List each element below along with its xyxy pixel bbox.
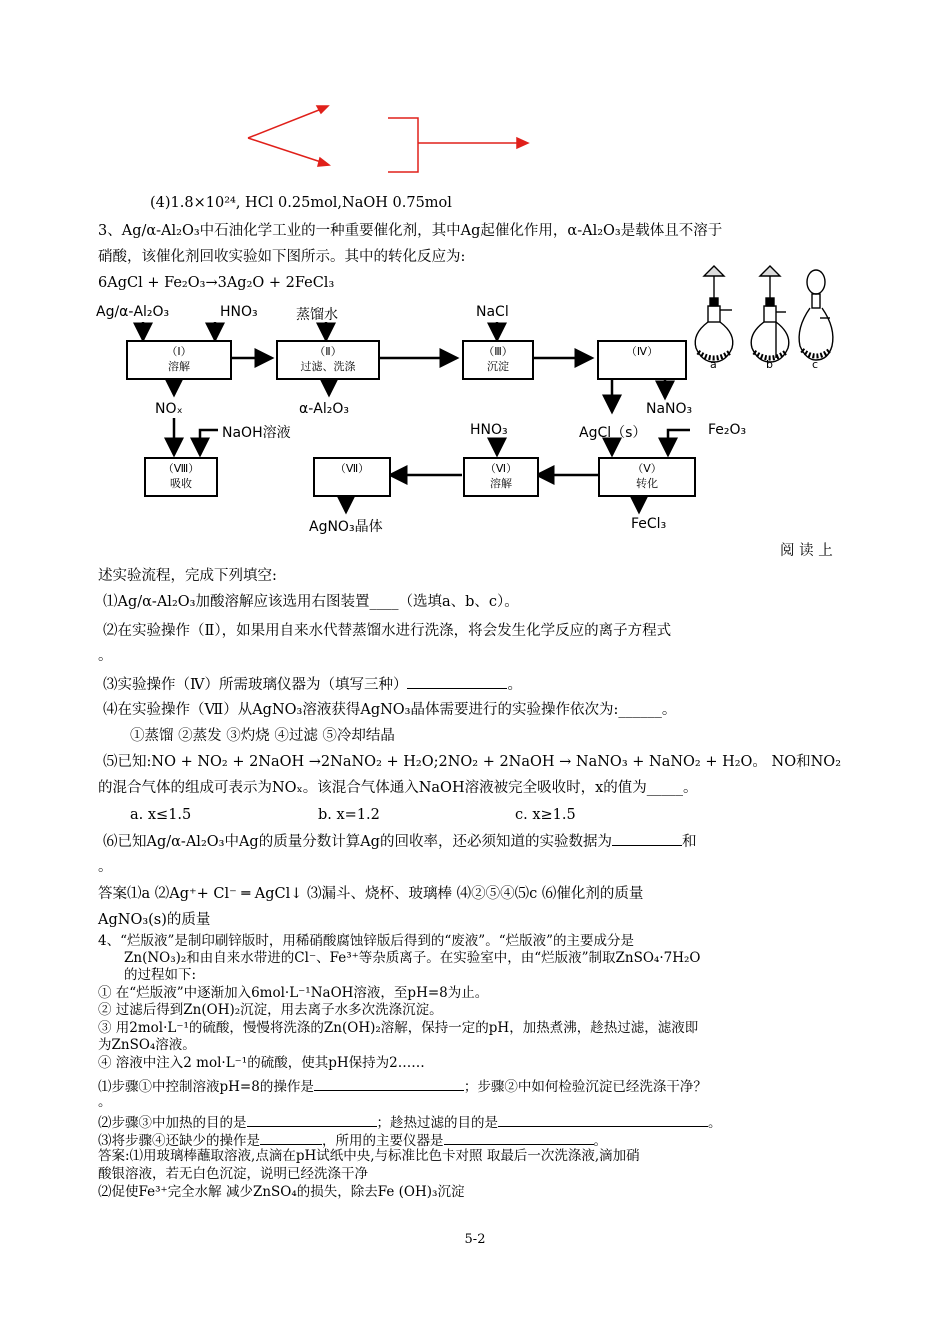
flow-box-4-num: （Ⅳ） bbox=[625, 345, 659, 358]
flow-out-agno3: AgNO₃晶体 bbox=[309, 519, 383, 535]
flow-box-2-name: 过滤、洗涤 bbox=[300, 360, 356, 373]
q4-answer-line1: 答案:⑴用玻璃棒蘸取溶液,点滴在pH试纸中央,与标准比色卡对照 取最后一次洗涤液,滴加硝 bbox=[98, 1148, 640, 1164]
flow-box-7-num: （Ⅶ） bbox=[334, 462, 370, 475]
q3-intro-line1: 3、Ag/α-Al₂O₃中石油化学工业的一种重要催化剂，其中Ag起催化作用，α-Al₂O₃是载体且不溶于 bbox=[98, 223, 723, 239]
q4-blank-2b[interactable] bbox=[498, 1112, 708, 1127]
flow-box-2-num: （Ⅱ） bbox=[314, 345, 342, 358]
q3-question-5-opt-b: b. x=1.2 bbox=[318, 807, 380, 823]
q3-question-3 bbox=[103, 674, 863, 695]
q3-question-2: ⑵在实验操作（Ⅱ），如果用自来水代替蒸馏水进行洗涤，将会发生化学反应的离子方程式 bbox=[103, 623, 672, 639]
flow-box-2 bbox=[276, 340, 380, 380]
q4-question-3-part2: ，所用的主要仪器是 bbox=[322, 1133, 444, 1149]
flow-box-5-name: 转化 bbox=[636, 477, 658, 490]
q4-intro-line1: 4、“烂版液”是制印刷锌版时，用稀硝酸腐蚀锌版后得到的“废液”。“烂版液”的主要成分是 bbox=[98, 933, 634, 949]
q3-question-5-opt-c: c. x≥1.5 bbox=[515, 807, 576, 823]
page-number: 5-2 bbox=[464, 1232, 486, 1247]
flow-box-3 bbox=[462, 340, 534, 380]
flow-box-7 bbox=[313, 457, 391, 497]
q4-answer-line2: 酸银溶液，若无白色沉淀，说明已经洗涤干净 bbox=[98, 1166, 368, 1182]
q4-question-3-text: ⑶将步骤④还缺少的操作是 bbox=[98, 1133, 260, 1149]
q4-blank-3a[interactable] bbox=[260, 1130, 322, 1145]
flow-out-al2o3: α-Al₂O₃ bbox=[299, 401, 349, 417]
q4-blank-1[interactable] bbox=[314, 1076, 464, 1091]
flow-box-6-num: （Ⅵ） bbox=[484, 462, 518, 475]
q4-step-1: ① 在“烂版液”中逐渐加入6mol·L⁻¹NaOH溶液，至pH=8为止。 bbox=[98, 985, 489, 1001]
q3-question-4-options: ①蒸馏 ②蒸发 ③灼烧 ④过滤 ⑤冷却结晶 bbox=[130, 728, 395, 744]
flow-in-naoh: NaOH溶液 bbox=[222, 425, 291, 441]
flow-agcl: AgCl（s） bbox=[579, 425, 647, 441]
flow-box-6-name: 溶解 bbox=[490, 477, 512, 490]
flow-input-nacl: NaCl bbox=[476, 304, 509, 320]
q3-question-6-end: 。 bbox=[98, 859, 113, 875]
flow-out-fecl3: FeCl₃ bbox=[631, 516, 667, 532]
q3-question-3-text: ⑶实验操作（Ⅳ）所需玻璃仪器为（填写三种） bbox=[103, 677, 408, 693]
q4-step-2: ② 过滤后得到Zn(OH)₂沉淀，用去离子水多次洗涤沉淀。 bbox=[98, 1002, 443, 1018]
q3-blank-3[interactable] bbox=[407, 674, 507, 689]
q4-question-2-text: ⑵步骤③中加热的目的是 bbox=[98, 1115, 247, 1131]
q4-question-2-part2: ；趁热过滤的目的是 bbox=[376, 1115, 498, 1131]
q3-question-5-line1: ⑸已知:NO + NO₂ + 2NaOH →2NaNO₂ + H₂O;2NO₂ + 2NaOH → NaNO₃ + NaNO₂ + H₂O。 NO和NO₂ bbox=[103, 754, 842, 770]
q3-intro-line2: 硝酸，该催化剂回收实验如下图所示。其中的转化反应为: bbox=[98, 249, 466, 265]
flow-box-1-num: （Ⅰ） bbox=[166, 345, 192, 358]
flow-in-hno3-2: HNO₃ bbox=[470, 422, 508, 438]
flow-input-catalyst: Ag/α-Al₂O₃ bbox=[96, 304, 170, 320]
flow-box-5-num: （Ⅴ） bbox=[632, 462, 662, 475]
q4-step-3-line1: ③ 用2mol·L⁻¹的硫酸，慢慢将洗涤的Zn(OH)₂溶解，保持一定的pH，加热煮沸，趁热过滤，滤液即 bbox=[98, 1020, 699, 1036]
q3-question-3-end: 。 bbox=[507, 677, 522, 693]
q3-answer-line2: AgNO₃(s)的质量 bbox=[98, 912, 211, 928]
q3-question-6-text: ⑹已知Ag/α-Al₂O₃中Ag的质量分数计算Ag的回收率，还必须知道的实验数据为 bbox=[103, 834, 612, 850]
flow-box-1 bbox=[126, 340, 232, 380]
read-right: 阅 读 上 bbox=[780, 543, 833, 559]
q4-step-3-line2: 为ZnSO₄溶液。 bbox=[98, 1037, 196, 1053]
q4-question-2-end: 。 bbox=[708, 1115, 722, 1131]
q4-blank-3b[interactable] bbox=[444, 1130, 594, 1145]
apparatus-label-a: a bbox=[710, 358, 717, 371]
flow-box-8-num: （Ⅷ） bbox=[162, 462, 200, 475]
q4-step-4: ④ 溶液中注入2 mol·L⁻¹的硫酸，使其pH保持为2…… bbox=[98, 1055, 425, 1071]
q3-blank-6[interactable] bbox=[612, 831, 682, 846]
q4-question-3 bbox=[98, 1130, 858, 1150]
q4-blank-2a[interactable] bbox=[247, 1112, 377, 1127]
flow-box-1-name: 溶解 bbox=[168, 360, 190, 373]
flow-input-hno3: HNO₃ bbox=[220, 304, 258, 320]
q4-question-1 bbox=[98, 1076, 858, 1096]
flow-input-water: 蒸馏水 bbox=[296, 307, 338, 323]
q4-intro-line2: Zn(NO₃)₂和由自来水带进的Cl⁻、Fe³⁺等杂质离子。在实验室中，由“烂版液”制取ZnSO₄·7H₂O bbox=[124, 950, 701, 966]
flow-box-4 bbox=[597, 340, 687, 380]
q4-question-1-text: ⑴步骤①中控制溶液pH=8的操作是 bbox=[98, 1079, 314, 1095]
flow-in-fe2o3: Fe₂O₃ bbox=[708, 422, 747, 438]
q3-question-1: ⑴Ag/α-Al₂O₃加酸溶解应该选用右图装置____（选填a、b、c）。 bbox=[103, 594, 519, 610]
q3-question-4: ⑷在实验操作（Ⅶ）从AgNO₃溶液获得AgNO₃晶体需要进行的实验操作依次为:______。 bbox=[103, 702, 677, 718]
prev-answer-4: (4)1.8×10²⁴, HCl 0.25mol,NaOH 0.75mol bbox=[150, 195, 452, 211]
flow-box-3-name: 沉淀 bbox=[487, 360, 509, 373]
q4-question-1-part2: ；步骤②中如何检验沉淀已经洗涤干净？ bbox=[463, 1079, 707, 1095]
q3-question-6-and: 和 bbox=[681, 834, 697, 850]
q3-question-6 bbox=[103, 831, 863, 852]
q4-question-3-end: 。 bbox=[593, 1133, 607, 1149]
q4-question-1-end: 。 bbox=[98, 1094, 112, 1110]
q3-reaction: 6AgCl + Fe₂O₃→3Ag₂O + 2FeCl₃ bbox=[98, 275, 335, 291]
flow-box-6 bbox=[463, 457, 539, 497]
q3-question-2-end: 。 bbox=[98, 648, 113, 664]
apparatus-label-b: b bbox=[766, 358, 773, 371]
q4-answer-line3: ⑵促使Fe³⁺完全水解 减少ZnSO₄的损失，除去Fe (OH)₃沉淀 bbox=[98, 1184, 465, 1200]
flow-box-8-name: 吸收 bbox=[170, 477, 192, 490]
flow-box-3-num: （Ⅲ） bbox=[483, 345, 513, 358]
read-left: 述实验流程，完成下列填空: bbox=[98, 568, 277, 584]
apparatus-label-c: c bbox=[812, 358, 819, 371]
q3-question-5-line2: 的混合气体的组成可表示为NOₓ。该混合气体通入NaOH溶液被完全吸收时，x的值为_____。 bbox=[98, 780, 698, 796]
flow-box-5 bbox=[598, 457, 696, 497]
q4-question-2 bbox=[98, 1112, 858, 1132]
q3-answer-line1: 答案⑴a ⑵Ag⁺+ Cl⁻ ═ AgCl↓ ⑶漏斗、烧杯、玻璃棒 ⑷②⑤④⑸c ⑹催化剂的质量 bbox=[98, 886, 644, 902]
flow-out-nox: NOₓ bbox=[155, 401, 183, 417]
flow-out-nano3: NaNO₃ bbox=[646, 401, 693, 417]
q3-question-5-opt-a: a. x≤1.5 bbox=[130, 807, 192, 823]
q4-intro-line3: 的过程如下: bbox=[124, 967, 197, 983]
flow-box-8 bbox=[144, 457, 218, 497]
